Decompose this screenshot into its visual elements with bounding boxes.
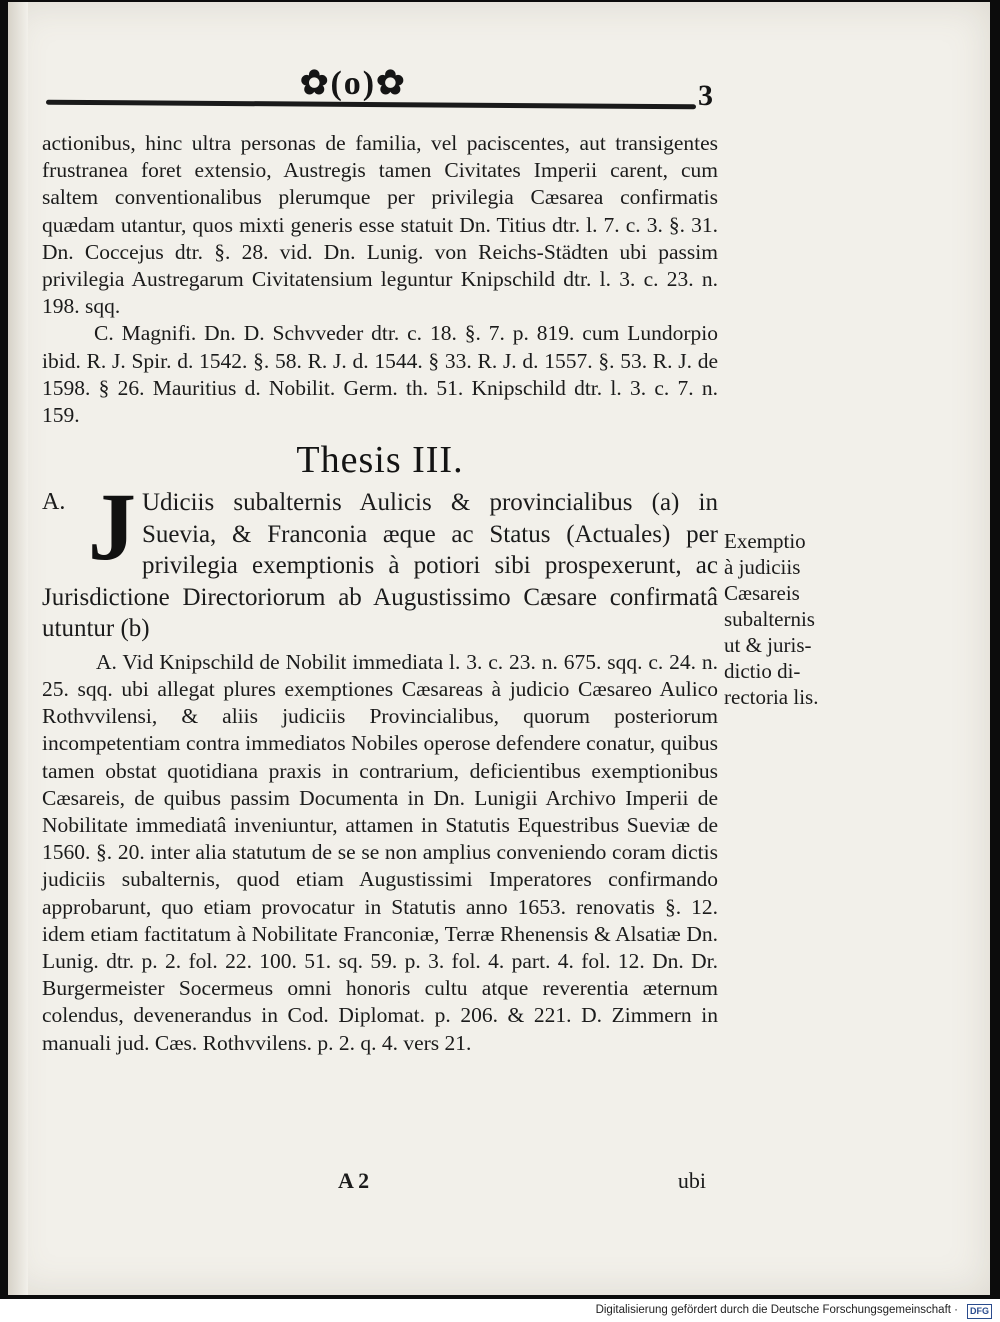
thesis-body (42, 473, 718, 645)
header-rule (46, 100, 696, 110)
drop-cap: J (88, 473, 136, 581)
marginal-line: à judiciis (724, 555, 801, 579)
footnotes-continued (42, 130, 718, 429)
page-gutter-shadow (8, 2, 28, 1295)
signature-mark: A 2 (338, 1168, 370, 1193)
footnotes (42, 649, 718, 1057)
dfg-logo: DFG (967, 1304, 992, 1319)
thesis-text: Udiciis subalternis Aulicis & provincialibus (a) in Suevia, & Franconia æque ac Status (Actuales) per privilegia exemptionis à potiori sibi prospexerunt, ac Jurisdictione Directoriorum ab Augustissimo Cæsare confirmatâ utuntur (b) (42, 489, 718, 643)
footnote-c: C. Magnifi. Dn. D. Schvveder dtr. c. 18. §. 7. p. 819. cum Lundorpio ibid. R. J. Spir. d. 1542. §. 58. R. J. d. 1544. § 33. R. J. d. 1557. §. 53. R. J. de 1598. § 26. Mauritius d. Nobilit. Germ. th. 51. Knipschild dtr. l. 3. c. 7. n. 159. (42, 321, 718, 428)
marginal-line: Exemptio (724, 529, 806, 553)
scanned-page (8, 2, 990, 1295)
footer-credit: Digitalisierung gefördert durch die Deutsche Forschungsgemeinschaft · (595, 1304, 958, 1316)
page-number: 3 (698, 79, 713, 112)
main-text-block (42, 130, 718, 1057)
footnote-a: A. Vid Knipschild de Nobilit immediata l. 3. c. 23. n. 675. sqq. c. 24. n. 25. sqq. ubi allegat plures exemptiones Cæsareas à judicio Cæsareo Aulico Rothvvilensi, & aliis judiciis Provincialibus, quorum posteriorum incompetentiam contra immediatos Nobiles operose defendere conatur, quibus tamen obstat quotidiana praxis in contrarium, deficientibus exemptionibus Cæsareis, de quibus passim Documenta in Dn. Lunigii Archivo Imperii de Nobilitate immediatâ inveniuntur, attamen in Statutis Equestribus Sueviæ de 1560. §. 20. inter alia statutum de se se non amplius conveniendo coram dictis judiciis subalternis, quod etiam Augustissimi Imperatores confirmando approbarunt, quo etiam provocatur in Statutis anno 1653. renovatis §. 12. idem etiam factitatum à Nobilitate Franconiæ, Terræ Rhenensis & Alsatiæ Dn. Lunig. dtr. p. 2. fol. 22. 100. 51. sq. 59. p. 3. fol. 4. part. 4. fol. 12. Dn. Dr. Burgermeister Socermeus omni honoris cultu atque reverentia æternum colendus, devenerandus in Cod. Diplomat. p. 206. & 221. D. Zimmern in manuali jud. Cæs. Rothvvilens. p. 2. q. 4. vers 21. (42, 649, 718, 1055)
viewer-footer (0, 1299, 1000, 1322)
header-ornament: ✿(o)✿ (300, 65, 407, 102)
page-foot (42, 1168, 718, 1198)
marginal-line: ut & juris- (724, 633, 812, 657)
marginal-line: dictio di- (724, 659, 801, 683)
footnote-paragraph: actionibus, hinc ultra personas de familia, vel paciscentes, aut transigentes frustranea foret extensio, Austregis tamen Civitates Imperii carent, cum saltem conventionalibus plerumque per privilegia Cæsarea confirmatis quædam utantur, quos mixti generis esse statuit Dn. Titius dtr. l. 7. c. 3. §. 31. Dn. Coccejus dtr. §. 28. vid. Dn. Lunig. von Reichs-Städten ubi passim privilegia Austregarum Civitatensium leguntur Knipschild dtr. l. 3. c. 23. n. 198. sqq. (42, 131, 718, 319)
marginal-note (724, 528, 844, 710)
marginal-line: rectoria lis. (724, 685, 819, 709)
thesis-title: Thesis III. (296, 439, 464, 482)
thesis-section-letter: A. (42, 489, 66, 516)
catchword: ubi (677, 1168, 706, 1193)
page-header (8, 57, 990, 117)
marginal-line: Cæsareis (724, 581, 800, 605)
marginal-line: subalternis (724, 607, 815, 631)
